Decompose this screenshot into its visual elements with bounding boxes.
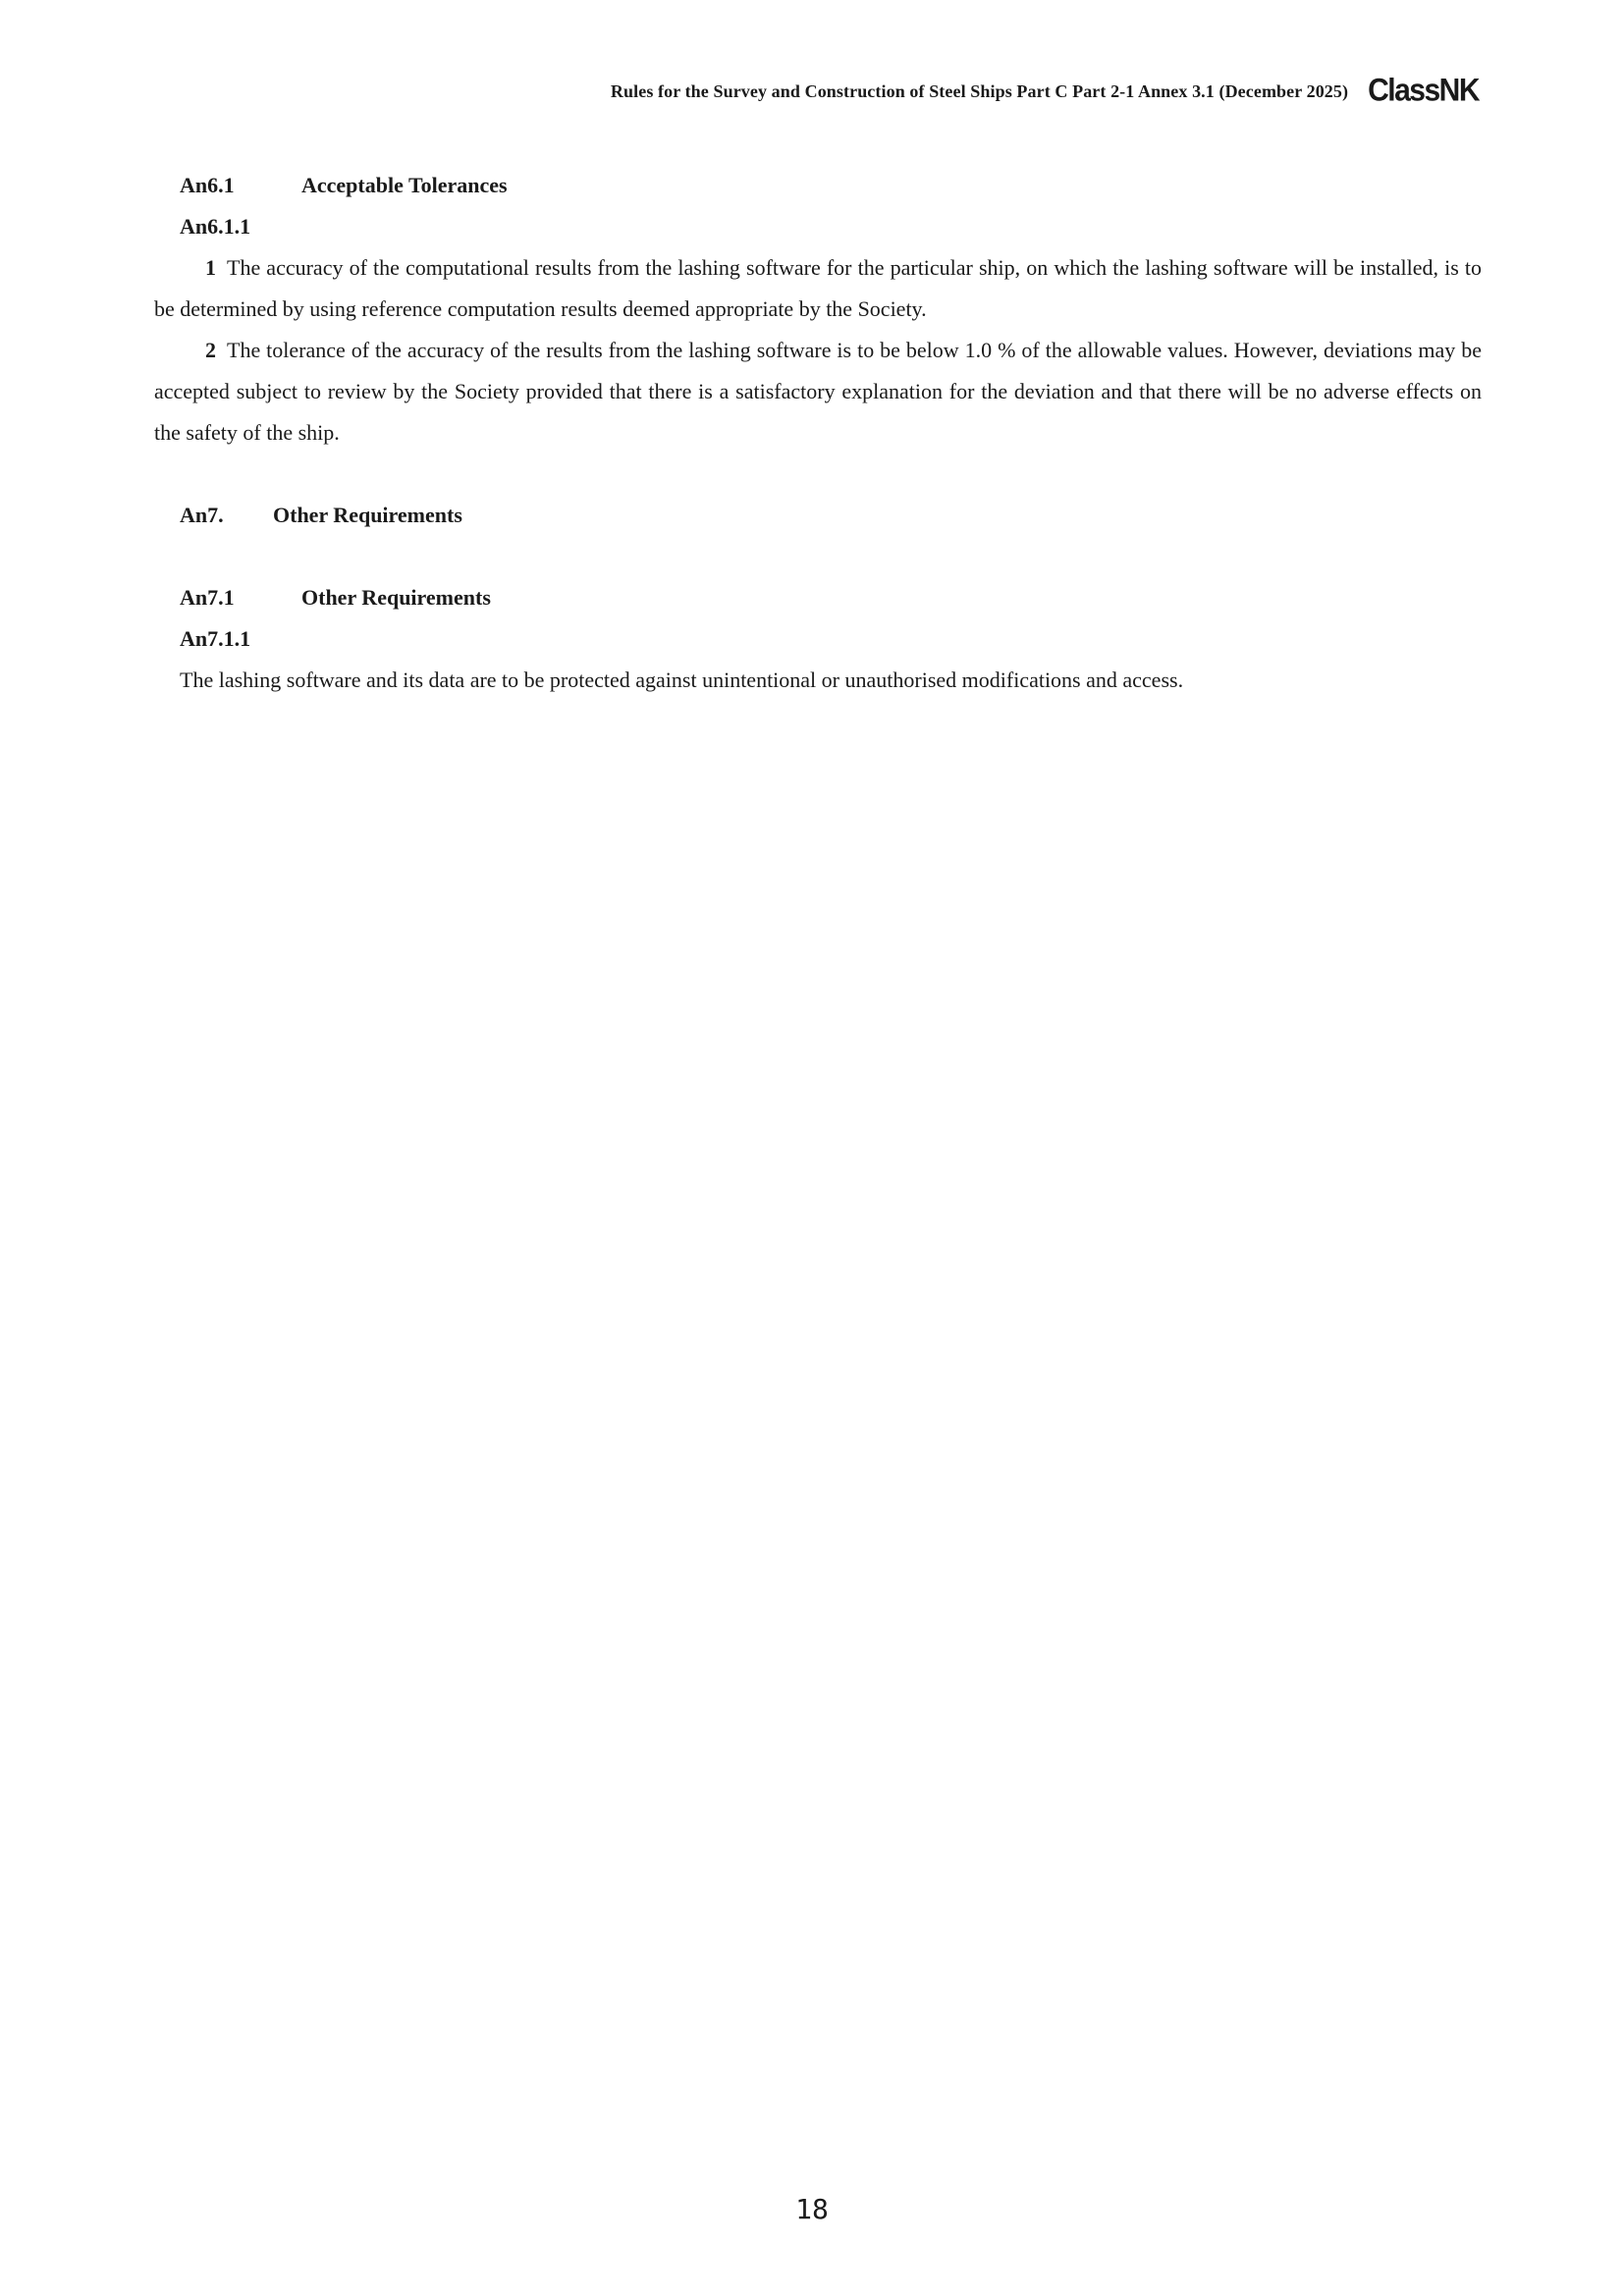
paragraph-text: The accuracy of the computational results from the lashing software for the particular ship, on which the lashing software will be installed, is to be determined by using reference computation results deemed appropriate by the Society.	[154, 255, 1482, 321]
section-title: Other Requirements	[301, 585, 491, 610]
paragraph-an7-1-1: The lashing software and its data are to be protected against unintentional or unauthorised modifications and access.	[180, 667, 1184, 692]
paragraph-2	[154, 330, 1482, 454]
paragraph-text: The tolerance of the accuracy of the results from the lashing software is to be below 1.0 % of the allowable values. However, deviations may be accepted subject to review by the Society provided that there is a satisfactory explanation for the deviation and that there will be no adverse effects on the safety of the ship.	[154, 338, 1482, 445]
chapter-number: An7.	[180, 503, 224, 527]
spacer	[154, 536, 1482, 577]
paragraph-number: 2	[205, 338, 216, 362]
classnk-logo: ClassNK	[1368, 73, 1479, 109]
chapter-title: Other Requirements	[273, 503, 462, 527]
subsection-number-an7-1-1: An7.1.1	[180, 626, 251, 651]
section-heading-an6-1	[154, 165, 1482, 206]
paragraph-number: 1	[205, 255, 216, 280]
page-number: 18	[795, 2193, 829, 2225]
section-heading-an7-1	[154, 577, 1482, 618]
section-number: An7.1	[180, 585, 235, 610]
section-title: Acceptable Tolerances	[301, 173, 508, 197]
section-number: An6.1	[180, 173, 235, 197]
chapter-heading-an7	[154, 495, 1482, 536]
running-header	[610, 73, 1479, 109]
spacer	[154, 454, 1482, 495]
paragraph-1	[154, 247, 1482, 330]
subsection-number-an6-1-1: An6.1.1	[180, 214, 251, 239]
header-title: Rules for the Survey and Construction of Steel Ships Part C Part 2-1 Annex 3.1 (December 2025)	[610, 80, 1349, 101]
document-body	[154, 165, 1482, 701]
